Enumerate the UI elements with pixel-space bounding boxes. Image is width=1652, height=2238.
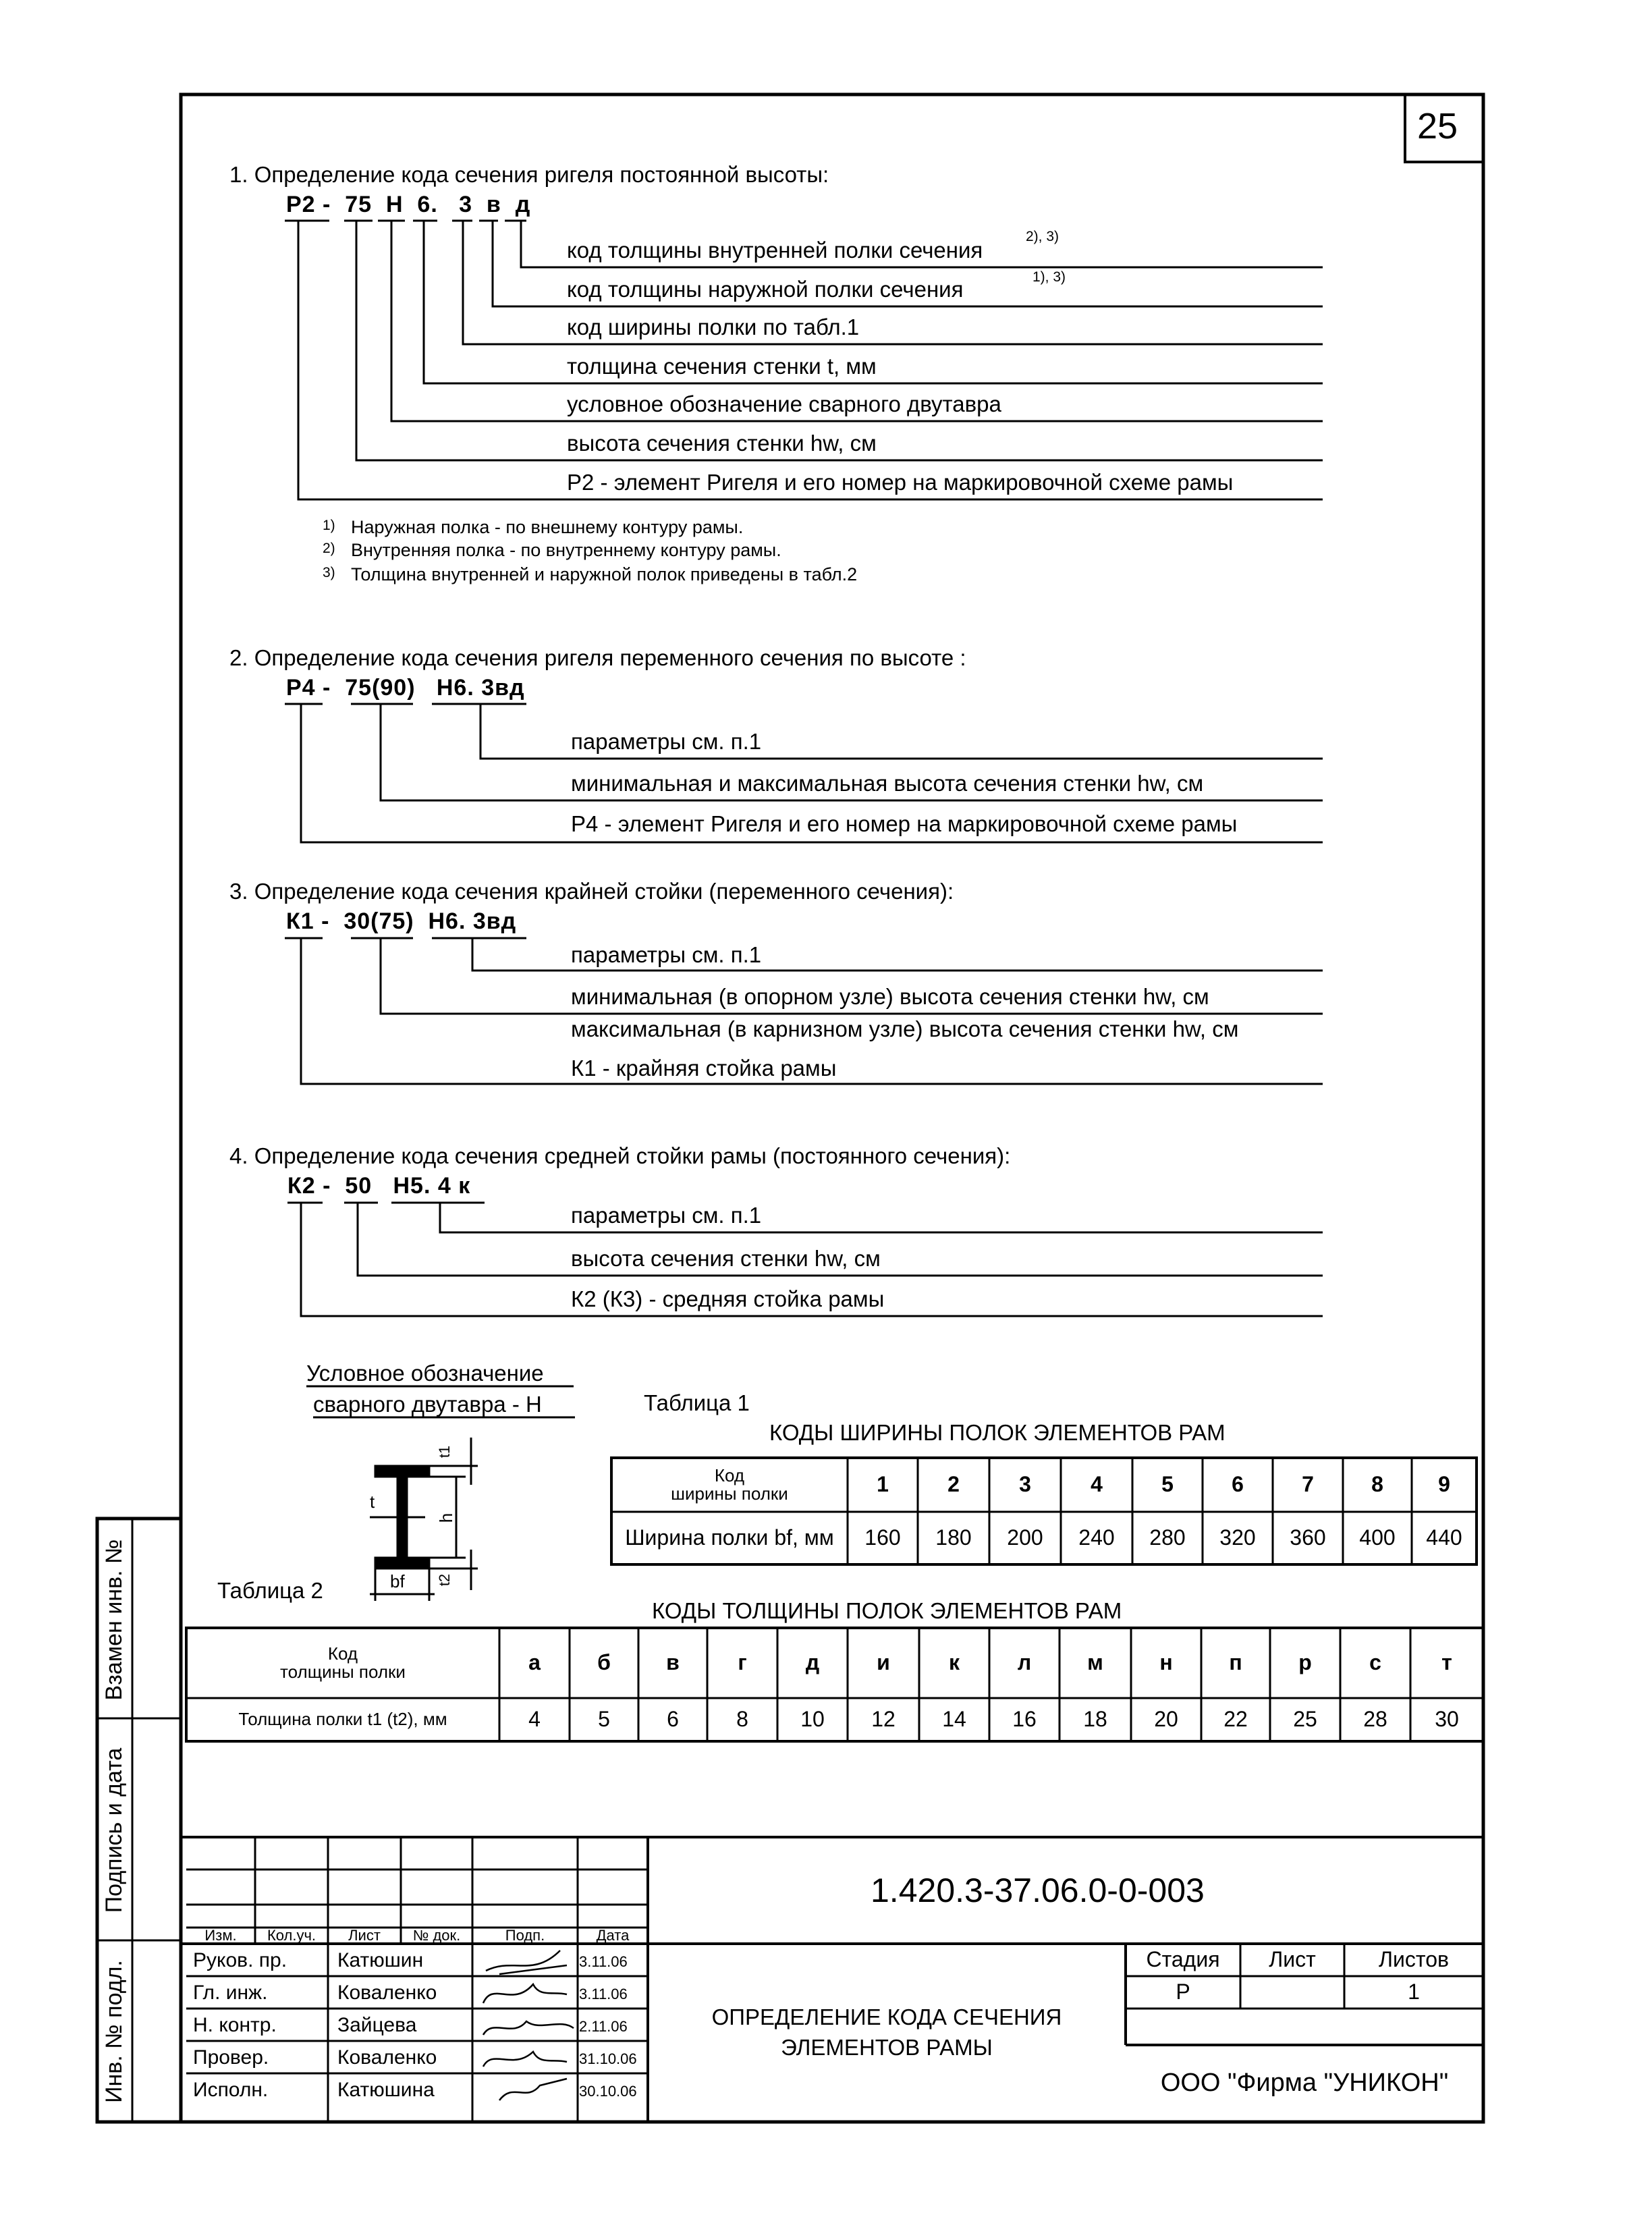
note-1-text: Наружная полка - по внешнему контуру рамы.: [351, 517, 744, 537]
section2-line-1: параметры см. п.1: [571, 729, 762, 754]
section2-code: Р4 - 75(90) Н6. 3вд: [286, 675, 525, 701]
table1-value: 240: [1078, 1525, 1115, 1550]
table1-code: 5: [1161, 1472, 1174, 1497]
section1-sup-1: 2), 3): [1026, 229, 1059, 244]
table2-value: 10: [800, 1707, 825, 1732]
table2-code: д: [805, 1650, 820, 1675]
table2-value: 30: [1435, 1707, 1459, 1732]
table2-code: и: [877, 1650, 890, 1675]
table2-value: 14: [942, 1707, 966, 1732]
table1-value: 400: [1359, 1525, 1396, 1550]
section3-line-3: максимальная (в карнизном узле) высота сечения стенки hw, см: [571, 1016, 1239, 1041]
section1-line-3: код ширины полки по табл.1: [567, 315, 860, 339]
section4-code: К2 - 50 Н5. 4 к: [287, 1173, 471, 1199]
page-number: 25: [1417, 106, 1458, 146]
stamp-role: Руков. пр.: [193, 1949, 287, 1971]
table2-code: с: [1369, 1650, 1381, 1675]
section3-line-1: параметры см. п.1: [571, 942, 762, 967]
stamp-date: 2.11.06: [579, 2018, 628, 2035]
section2-line-3: Р4 - элемент Ригеля и его номер на маркировочной схеме рамы: [571, 811, 1238, 836]
note-3-text: Толщина внутренней и наружной полок приведены в табл.2: [351, 564, 858, 584]
side-label-podpis: Подпись и дата: [101, 1747, 127, 1913]
section1-line-5: условное обозначение сварного двутавра: [567, 391, 1001, 416]
stamp-header: Лист: [348, 1927, 381, 1944]
beam-label-t: t: [370, 1492, 375, 1512]
table2-value: 28: [1363, 1707, 1387, 1732]
table2-value: 16: [1012, 1707, 1037, 1732]
table2-code: в: [666, 1650, 680, 1675]
section2-line-2: минимальная и максимальная высота сечения стенки hw, см: [571, 771, 1204, 796]
stamp-designation: 1.420.3-37.06.0-0-003: [871, 1872, 1205, 1909]
stamp-header: Дата: [596, 1927, 630, 1944]
table1-code: 2: [947, 1472, 960, 1497]
section3-line-2: минимальная (в опорном узле) высота сечения стенки hw, см: [571, 984, 1209, 1009]
section4-title: 4. Определение кода сечения средней стойки рамы (постоянного сечения):: [229, 1143, 1011, 1168]
table2-value: 18: [1083, 1707, 1107, 1732]
section1-code: Р2 - 75 Н 6. 3 в д: [286, 192, 531, 217]
table1-value: 160: [864, 1525, 901, 1550]
section1-line-6: высота сечения стенки hw, см: [567, 431, 877, 456]
stamp-stage: Р: [1176, 1980, 1190, 2004]
table1-title: КОДЫ ШИРИНЫ ПОЛОК ЭЛЕМЕНТОВ РАМ: [769, 1420, 1226, 1445]
table2-code: н: [1159, 1650, 1173, 1675]
section1-line-7: Р2 - элемент Ригеля и его номер на маркировочной схеме рамы: [567, 470, 1234, 495]
table2-code: п: [1229, 1650, 1242, 1675]
table1-value: 360: [1290, 1525, 1326, 1550]
table1-code: 3: [1019, 1472, 1031, 1497]
section1-line-2: код толщины наружной полки сечения: [567, 277, 964, 302]
note-1-mark: 1): [323, 518, 335, 533]
side-label-zamen: Взамен инв. №: [101, 1539, 127, 1701]
table2-value: 22: [1223, 1707, 1248, 1732]
table1-row-label: Ширина полки bf, мм: [625, 1525, 834, 1550]
side-label-inv: Инв. № подл.: [101, 1960, 127, 2103]
section1-line-1: код толщины внутренней полки сечения: [567, 238, 983, 263]
section4-line-2: высота сечения стенки hw, см: [571, 1246, 881, 1271]
table2-value: 5: [598, 1707, 610, 1732]
section3-title: 3. Определение кода сечения крайней стойки (переменного сечения):: [229, 879, 954, 904]
table2-code: б: [597, 1650, 611, 1675]
stamp-header: Изм.: [204, 1927, 237, 1944]
table2-value: 25: [1293, 1707, 1317, 1732]
section1-line-4: толщина сечения стенки t, мм: [567, 354, 877, 379]
stamp-name: Коваленко: [337, 2046, 437, 2069]
table2-code: т: [1441, 1650, 1452, 1675]
beam-label-t2: t2: [436, 1573, 453, 1587]
stamp-header: № док.: [412, 1927, 461, 1944]
stamp-header: Подп.: [505, 1927, 545, 1944]
table1-value: 280: [1149, 1525, 1186, 1550]
section4-line-1: параметры см. п.1: [571, 1203, 762, 1228]
table2-row-label: Толщина полки t1 (t2), мм: [238, 1709, 447, 1730]
stamp-header: Кол.уч.: [267, 1927, 316, 1944]
note-2-mark: 2): [323, 541, 335, 556]
stamp-date: 3.11.06: [579, 1986, 628, 2002]
section2-title: 2. Определение кода сечения ригеля переменного сечения по высоте :: [229, 645, 966, 670]
table2-code: р: [1298, 1650, 1312, 1675]
beam-label-bf: bf: [390, 1571, 405, 1591]
table2-value: 20: [1154, 1707, 1178, 1732]
stamp-date: 3.11.06: [579, 1953, 628, 1970]
beam-caption-2: сварного двутавра - Н: [313, 1392, 542, 1417]
table1-code: 1: [877, 1472, 889, 1497]
beam-label-h: h: [436, 1512, 457, 1523]
table1-value: 320: [1219, 1525, 1256, 1550]
table1-head: Код ширины полки: [671, 1465, 788, 1504]
note-2-text: Внутренняя полка - по внутреннему контуру рамы.: [351, 540, 781, 560]
stamp-sheet-header: Лист: [1269, 1947, 1316, 1972]
stamp-name: Катюшина: [337, 2079, 435, 2101]
stamp-date: 31.10.06: [579, 2050, 637, 2067]
stamp-role: Н. контр.: [193, 2014, 277, 2036]
table1-code: 6: [1232, 1472, 1244, 1497]
stamp-name: Коваленко: [337, 1982, 437, 2004]
stamp-date: 30.10.06: [579, 2083, 637, 2100]
table1-label: Таблица 1: [644, 1390, 750, 1415]
table2-head: Код толщины полки: [280, 1643, 406, 1682]
stamp-name: Катюшин: [337, 1949, 424, 1971]
stamp-role: Провер.: [193, 2046, 269, 2069]
table1-code: 4: [1091, 1472, 1103, 1497]
stamp-company: ООО "Фирма "УНИКОН": [1160, 2069, 1449, 2098]
stamp-stage-header: Стадия: [1146, 1947, 1220, 1972]
table2-code: м: [1087, 1650, 1103, 1675]
table2-value: 8: [736, 1707, 748, 1732]
table1-value: 440: [1426, 1525, 1462, 1550]
stamp-sheets: 1: [1408, 1980, 1420, 2004]
stamp-sheets-header: Листов: [1379, 1947, 1449, 1972]
table2-code: л: [1017, 1650, 1032, 1675]
note-3-mark: 3): [323, 565, 335, 580]
stamp-role: Гл. инж.: [193, 1982, 268, 2004]
section3-code: К1 - 30(75) Н6. 3вд: [286, 908, 517, 934]
table2-code: к: [948, 1650, 960, 1675]
table2-title: КОДЫ ТОЛЩИНЫ ПОЛОК ЭЛЕМЕНТОВ РАМ: [652, 1598, 1122, 1623]
table1-code: 8: [1371, 1472, 1383, 1497]
section4-line-3: К2 (К3) - средняя стойка рамы: [571, 1286, 885, 1311]
stamp-name: Зайцева: [337, 2014, 417, 2036]
section1-title: 1. Определение кода сечения ригеля постоянной высоты:: [229, 162, 829, 187]
signature-scribbles: [483, 1950, 574, 2100]
table2-value: 12: [871, 1707, 896, 1732]
stamp-sheet: [1240, 1976, 1344, 2009]
section3-line-4: К1 - крайняя стойка рамы: [571, 1056, 837, 1081]
table2-code: а: [528, 1650, 541, 1675]
table1-code: 9: [1438, 1472, 1450, 1497]
table2-label: Таблица 2: [217, 1578, 323, 1603]
table1-value: 200: [1007, 1525, 1043, 1550]
stamp-role: Исполн.: [193, 2079, 269, 2101]
table1-value: 180: [935, 1525, 972, 1550]
section1-sup-2: 1), 3): [1032, 269, 1066, 285]
stamp-doc-title: ОПРЕДЕЛЕНИЕ КОДА СЕЧЕНИЯ ЭЛЕМЕНТОВ РАМЫ: [711, 2004, 1062, 2060]
table1-code: 7: [1302, 1472, 1314, 1497]
beam-caption-1: Условное обозначение: [306, 1361, 544, 1386]
table2-value: 4: [528, 1707, 541, 1732]
table2-code: г: [738, 1650, 747, 1675]
beam-label-t1: t1: [436, 1445, 453, 1458]
table2-value: 6: [667, 1707, 679, 1732]
